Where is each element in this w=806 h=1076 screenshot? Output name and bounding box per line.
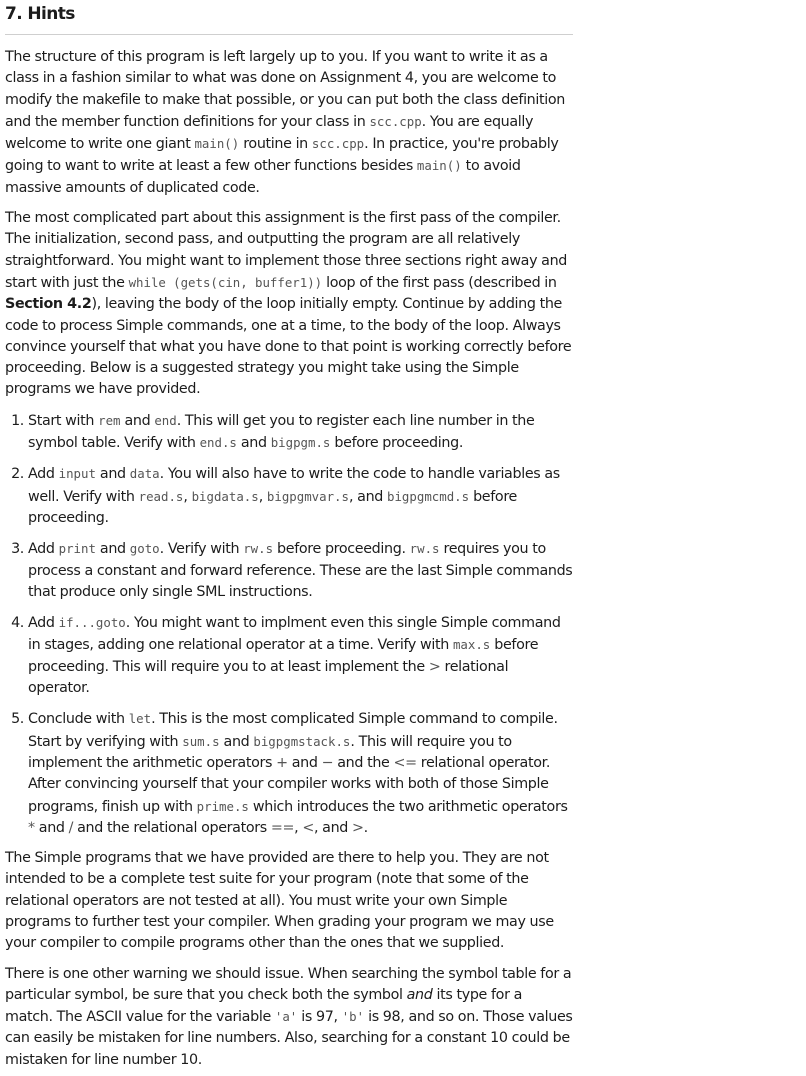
filename-code: read.s xyxy=(138,488,184,504)
text: and xyxy=(95,466,130,483)
operator: > xyxy=(428,658,441,675)
keyword-code: data xyxy=(129,466,160,482)
text: to avoid massive amounts of duplicated code. xyxy=(5,158,521,196)
text: . This will get you to register each line number in the symbol table. Verify with xyxy=(28,412,535,452)
text: , and xyxy=(313,819,352,836)
text: . This is the most complicated Simple command to compile. Start by verifying with xyxy=(28,711,558,750)
section-reference: Section 4.2 xyxy=(5,296,92,313)
title-divider xyxy=(5,34,573,35)
step-2 xyxy=(28,463,573,529)
step-3 xyxy=(28,538,573,603)
text: and xyxy=(236,435,271,452)
keyword-code: input xyxy=(58,466,96,482)
text: which introduces the two arithmetic operators xyxy=(248,798,568,815)
filename-code: bigpgmstack.s xyxy=(253,733,351,749)
text: ), leaving the body of the loop initially empty. Continue by adding the code to process Simple commands, one at a time, to the body of the loop. Always convince yourself that what you have done to that point is working correctly before proceeding. Below is a suggested strategy you might take using the Simple programs we have provided. xyxy=(5,296,572,398)
step-4 xyxy=(28,612,573,699)
keyword-code: rem xyxy=(98,412,121,428)
text: There is one other warning we should issue. When searching the symbol table for a particular symbol, be sure that you check both the symbol xyxy=(5,965,572,1003)
filename-code: scc.cpp xyxy=(369,113,422,129)
operator: <= xyxy=(393,754,417,771)
text: and xyxy=(34,819,69,836)
text: Conclude with xyxy=(28,711,129,728)
operator: / xyxy=(68,819,74,836)
text: and xyxy=(120,412,155,429)
text: Add xyxy=(28,615,59,632)
text: and xyxy=(95,541,130,558)
text: routine in xyxy=(239,136,312,153)
operator: > xyxy=(352,819,364,836)
strategy-steps xyxy=(5,410,573,839)
char-literal-code: 'a' xyxy=(274,1009,298,1025)
text: before proceeding. xyxy=(28,488,517,526)
loop-code: while (gets(cin, buffer1)) xyxy=(128,274,323,290)
text: . You are equally welcome to write one giant xyxy=(5,113,534,153)
text: relational operator. After convincing yourself that your compiler works with both of those Simple programs, finish up with xyxy=(28,754,551,815)
keyword-code: goto xyxy=(129,541,160,557)
filename-code: prime.s xyxy=(196,798,249,814)
emphasis: and xyxy=(406,986,433,1003)
filename-code: rw.s xyxy=(243,541,274,557)
text: . You might want to implment even this single Simple command in stages, adding one relational operator at a time. Verify with xyxy=(28,615,561,654)
strategy-paragraph xyxy=(5,208,573,401)
text: its type for a match. The ASCII value for the variable xyxy=(5,986,523,1026)
operator: < xyxy=(302,819,314,836)
text: before proceeding. xyxy=(330,435,464,452)
filename-code: bigpgm.s xyxy=(270,435,331,451)
text: , xyxy=(294,819,303,836)
keyword-code: end xyxy=(154,412,177,428)
text: . You will also have to write the code to handle variables as well. Verify with xyxy=(28,466,560,505)
testing-paragraph: The Simple programs that we have provided are there to help you. They are not intended to be a complete test suite for your program (note that some of the relational operators are not tested at all). You must write your own Simple programs to further test your compiler. When grading your program we may use your compiler to compile programs other than the ones that we supplied. xyxy=(5,850,554,952)
text: Add xyxy=(28,466,59,483)
text: is 98, and so on. Those values can easily be mistaken for line numbers. Also, searching for a constant 10 could be mistaken for line number 10. xyxy=(5,1009,573,1068)
filename-code: sum.s xyxy=(182,733,220,749)
text: relational operator. xyxy=(28,658,509,697)
text: Start with xyxy=(28,412,99,429)
text: , and xyxy=(348,488,388,505)
text: requires you to process a constant and forward reference. These are the last Simple commands that produce only single SML instructions. xyxy=(28,541,573,600)
warning-paragraph xyxy=(5,964,573,1071)
text: The structure of this program is left largely up to you. If you want to write it as a class in a fashion similar to what was done on Assignment 4, you are welcome to modify the makefile to make that possible, or you can put both the class definition and the member function definitions for your class in xyxy=(5,49,566,130)
function-code: main() xyxy=(194,136,240,152)
text: and xyxy=(287,754,322,771)
keyword-code: if...goto xyxy=(58,615,126,631)
text: . In practice, you're probably going to want to write at least a few other functions besides xyxy=(5,136,559,175)
step-5 xyxy=(28,708,573,839)
filename-code: rw.s xyxy=(409,541,440,557)
function-code: main() xyxy=(416,158,462,174)
text: , xyxy=(258,488,267,505)
step-1 xyxy=(28,410,573,455)
text: is 97, xyxy=(297,1009,342,1026)
section-title: 7. Hints xyxy=(5,4,75,24)
operator: == xyxy=(270,819,295,836)
text: . xyxy=(363,819,368,836)
text: loop of the first pass (described in xyxy=(322,274,557,291)
text: The most complicated part about this assignment is the first pass of the compiler. The initialization, second pass, and outputting the program are all relatively straightforward. You might want to implement those three sections right away and start with just the xyxy=(5,210,568,291)
text: and the relational operators xyxy=(73,819,271,836)
filename-code: max.s xyxy=(452,637,491,653)
text: . Verify with xyxy=(159,541,244,558)
text: before proceeding. This will require you to at least implement the xyxy=(28,637,539,675)
text: , xyxy=(183,488,192,505)
operator: − xyxy=(321,754,334,771)
text: . This will require you to implement the arithmetic operators xyxy=(28,733,512,771)
filename-code: end.s xyxy=(199,435,237,451)
char-literal-code: 'b' xyxy=(341,1009,365,1025)
text: and the xyxy=(333,754,394,771)
filename-code: scc.cpp xyxy=(311,136,365,152)
keyword-code: print xyxy=(58,541,96,557)
operator: + xyxy=(276,754,288,771)
text: and xyxy=(219,733,254,750)
text: before proceeding. xyxy=(273,541,410,558)
filename-code: bigdata.s xyxy=(191,488,259,504)
keyword-code: let xyxy=(128,711,152,727)
filename-code: bigpgmvar.s xyxy=(266,488,349,504)
filename-code: bigpgmcmd.s xyxy=(387,488,470,504)
intro-paragraph xyxy=(5,47,573,199)
operator: * xyxy=(28,819,35,836)
text: Add xyxy=(28,541,59,558)
